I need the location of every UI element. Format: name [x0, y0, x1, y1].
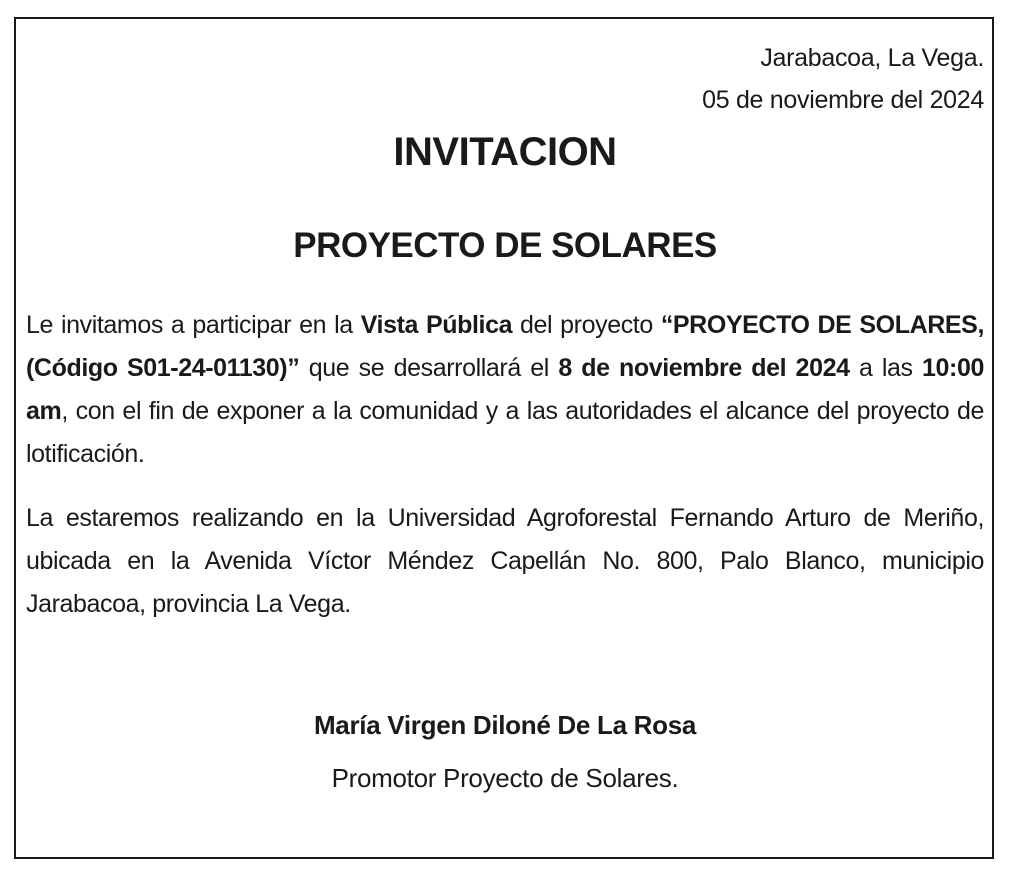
project-subtitle: PROYECTO DE SOLARES [293, 226, 717, 265]
invitation-paragraph [26, 304, 984, 476]
event-time: 10:00 am [26, 354, 984, 425]
date-line: 05 de noviembre del 2024 [702, 86, 984, 114]
paragraph-text: que se desarrollará el [299, 354, 559, 382]
event-date: 8 de noviembre del 2024 [558, 354, 850, 382]
venue-paragraph: La estaremos realizando en la Universidad Agroforestal Fernando Arturo de Meriño, ubicada en la Avenida Víctor Méndez Capellán No. 800, Palo Blanco, municipio Jarabacoa, provincia La Vega. [26, 504, 984, 618]
paragraph-text: , con el fin de exponer a la comunidad y a las autoridades el alcance del proyecto de lotificación. [26, 397, 984, 468]
paragraph-text: del proyecto [512, 311, 661, 339]
location-line: Jarabacoa, La Vega. [760, 44, 984, 72]
paragraph-text: a las [849, 354, 923, 382]
event-name: Vista Pública [360, 311, 513, 339]
paragraph-text: Le invitamos a participar en la [26, 311, 361, 339]
signer-name: María Virgen Diloné De La Rosa [313, 710, 697, 740]
project-code: “PROYECTO DE SOLARES, (Código S01-24-01130)” [26, 311, 984, 382]
document-title: INVITACION [393, 130, 617, 174]
signer-role: Promotor Proyecto de Solares. [331, 763, 679, 793]
